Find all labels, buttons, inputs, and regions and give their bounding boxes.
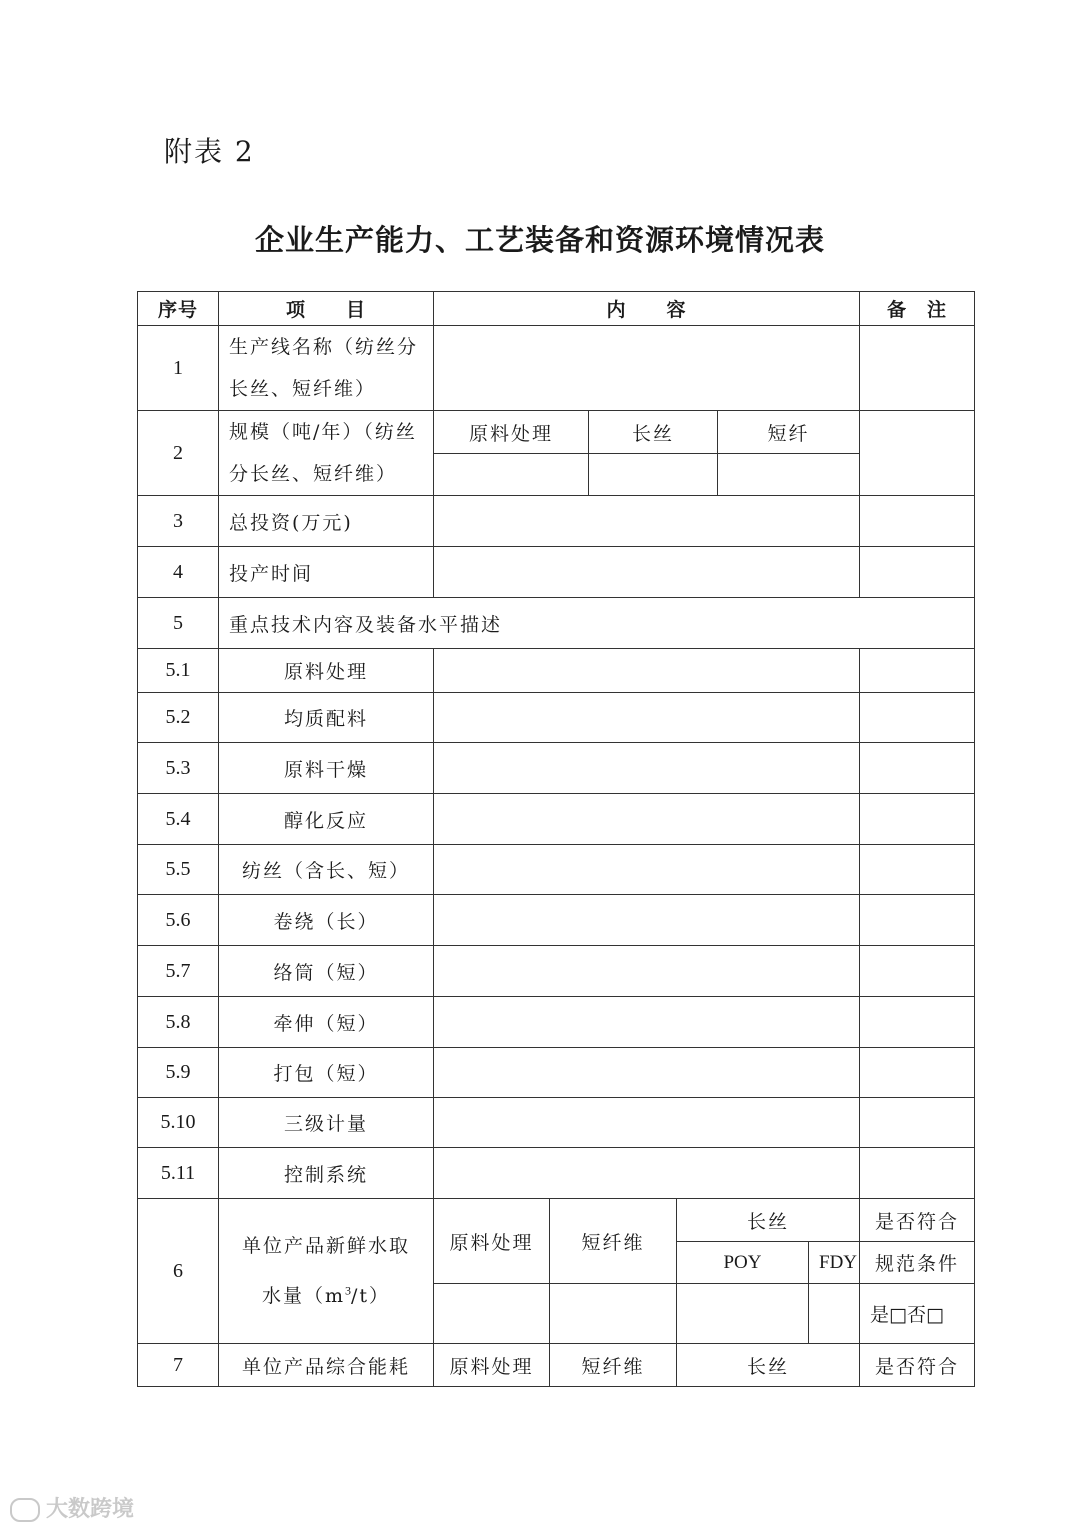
table-row xyxy=(138,411,975,454)
table-row xyxy=(138,496,975,547)
content-cell[interactable] xyxy=(434,693,860,743)
row-item: 三级计量 xyxy=(219,1098,434,1148)
table-row xyxy=(138,794,975,845)
subheader-raw-processing: 原料处理 xyxy=(434,1199,550,1284)
table-row xyxy=(138,845,975,895)
content-cell[interactable] xyxy=(434,1148,860,1199)
header-remark: 备 注 xyxy=(860,292,975,326)
subheader-filament: 长丝 xyxy=(677,1344,860,1387)
row-item xyxy=(219,1199,434,1344)
table-row xyxy=(138,1048,975,1098)
subheader-filament: 长丝 xyxy=(677,1199,860,1242)
row-no: 5.5 xyxy=(138,845,219,895)
content-cell[interactable] xyxy=(434,326,860,411)
content-cell[interactable] xyxy=(434,895,860,946)
remark-cell[interactable] xyxy=(860,1148,975,1199)
row-no: 6 xyxy=(138,1199,219,1344)
remark-cell[interactable] xyxy=(860,1048,975,1098)
row-no: 5 xyxy=(138,598,219,649)
remark-line2: 规范条件 xyxy=(860,1242,975,1284)
row-no: 5.1 xyxy=(138,649,219,693)
remark-cell[interactable] xyxy=(860,1098,975,1148)
table-row xyxy=(138,743,975,794)
table-row xyxy=(138,598,975,649)
row-item: 络筒（短） xyxy=(219,946,434,997)
header-no: 序号 xyxy=(138,292,219,326)
remark-cell[interactable] xyxy=(860,794,975,845)
subheader-staple-fiber: 短纤维 xyxy=(550,1199,677,1284)
yes-no-checkboxes[interactable]: 是□否□ xyxy=(860,1284,975,1344)
remark-cell[interactable] xyxy=(860,326,975,411)
row-no: 5.7 xyxy=(138,946,219,997)
header-row xyxy=(138,292,975,326)
row-item: 单位产品综合能耗 xyxy=(219,1344,434,1387)
content-cell[interactable] xyxy=(434,496,860,547)
row-no: 5.10 xyxy=(138,1098,219,1148)
row-item: 生产线名称（纺丝分长丝、短纤维） xyxy=(219,326,434,411)
row-no: 2 xyxy=(138,411,219,496)
table-row xyxy=(138,1098,975,1148)
row-no: 5.2 xyxy=(138,693,219,743)
row-item: 牵伸（短） xyxy=(219,997,434,1048)
table-row xyxy=(138,1344,975,1387)
remark-cell[interactable] xyxy=(860,743,975,794)
row-no: 5.4 xyxy=(138,794,219,845)
row-item-line2: 水量$(m^3/t)$ xyxy=(261,1283,391,1307)
content-cell[interactable] xyxy=(434,547,860,598)
subheader-poy: POY xyxy=(677,1242,809,1284)
row-item: 原料干燥 xyxy=(219,743,434,794)
content-cell[interactable] xyxy=(434,743,860,794)
row-no: 5.3 xyxy=(138,743,219,794)
content-cell[interactable] xyxy=(434,1098,860,1148)
table-row xyxy=(138,547,975,598)
table-row xyxy=(138,997,975,1048)
content-cell[interactable] xyxy=(718,454,860,496)
subheader-raw-processing: 原料处理 xyxy=(434,1344,550,1387)
remark-cell[interactable] xyxy=(860,693,975,743)
content-cell[interactable] xyxy=(677,1284,809,1344)
row-item: 重点技术内容及装备水平描述 xyxy=(219,598,975,649)
row-no: 3 xyxy=(138,496,219,547)
content-cell[interactable] xyxy=(809,1284,860,1344)
remark-cell[interactable] xyxy=(860,411,975,496)
row-item: 卷绕（长） xyxy=(219,895,434,946)
content-cell[interactable] xyxy=(434,997,860,1048)
row-item: 纺丝（含长、短） xyxy=(219,845,434,895)
content-cell[interactable] xyxy=(434,454,589,496)
row-item: 均质配料 xyxy=(219,693,434,743)
table-row xyxy=(138,693,975,743)
row-item: 规模（吨/年）（纺丝分长丝、短纤维） xyxy=(219,411,434,496)
content-cell[interactable] xyxy=(434,1048,860,1098)
remark-cell[interactable] xyxy=(860,845,975,895)
subheader-staple: 短纤 xyxy=(718,411,860,454)
row-item: 总投资(万元) xyxy=(219,496,434,547)
subheader-staple-fiber: 短纤维 xyxy=(550,1344,677,1387)
row-no: 5.8 xyxy=(138,997,219,1048)
table-row xyxy=(138,649,975,693)
attachment-label: 附表 2 xyxy=(164,135,255,168)
content-cell[interactable] xyxy=(434,946,860,997)
table-row xyxy=(138,1199,975,1242)
table-row xyxy=(138,895,975,946)
row-no: 1 xyxy=(138,326,219,411)
remark-cell[interactable] xyxy=(860,895,975,946)
row-no: 5.6 xyxy=(138,895,219,946)
remark-line1: 是否符合 xyxy=(860,1344,975,1387)
content-cell[interactable] xyxy=(550,1284,677,1344)
header-content: 内 容 xyxy=(434,292,860,326)
content-cell[interactable] xyxy=(589,454,718,496)
content-cell[interactable] xyxy=(434,649,860,693)
row-no: 4 xyxy=(138,547,219,598)
table-row xyxy=(138,1148,975,1199)
row-no: 5.9 xyxy=(138,1048,219,1098)
table-row xyxy=(138,326,975,411)
content-cell[interactable] xyxy=(434,794,860,845)
table-row xyxy=(138,946,975,997)
row-item: 醇化反应 xyxy=(219,794,434,845)
subheader-filament: 长丝 xyxy=(589,411,718,454)
content-cell[interactable] xyxy=(434,845,860,895)
row-item: 投产时间 xyxy=(219,547,434,598)
remark-cell[interactable] xyxy=(860,649,975,693)
row-item-line1: 单位产品新鲜水取 xyxy=(241,1235,410,1258)
watermark: 大数跨境 xyxy=(10,1492,134,1523)
remark-line1: 是否符合 xyxy=(860,1199,975,1242)
subheader-raw-processing: 原料处理 xyxy=(434,411,589,454)
row-no: 5.11 xyxy=(138,1148,219,1199)
row-no: 7 xyxy=(138,1344,219,1387)
remark-cell[interactable] xyxy=(860,547,975,598)
document-title: 企业生产能力、工艺装备和资源环境情况表 xyxy=(254,223,825,257)
remark-cell[interactable] xyxy=(860,997,975,1048)
row-item: 打包（短） xyxy=(219,1048,434,1098)
capacity-table xyxy=(137,291,975,1387)
header-item: 项 目 xyxy=(219,292,434,326)
row-item: 原料处理 xyxy=(219,649,434,693)
watermark-logo-icon xyxy=(10,1498,40,1522)
row-item: 控制系统 xyxy=(219,1148,434,1199)
content-cell[interactable] xyxy=(434,1284,550,1344)
remark-cell[interactable] xyxy=(860,496,975,547)
remark-cell[interactable] xyxy=(860,946,975,997)
subheader-fdy: FDY xyxy=(809,1242,860,1284)
